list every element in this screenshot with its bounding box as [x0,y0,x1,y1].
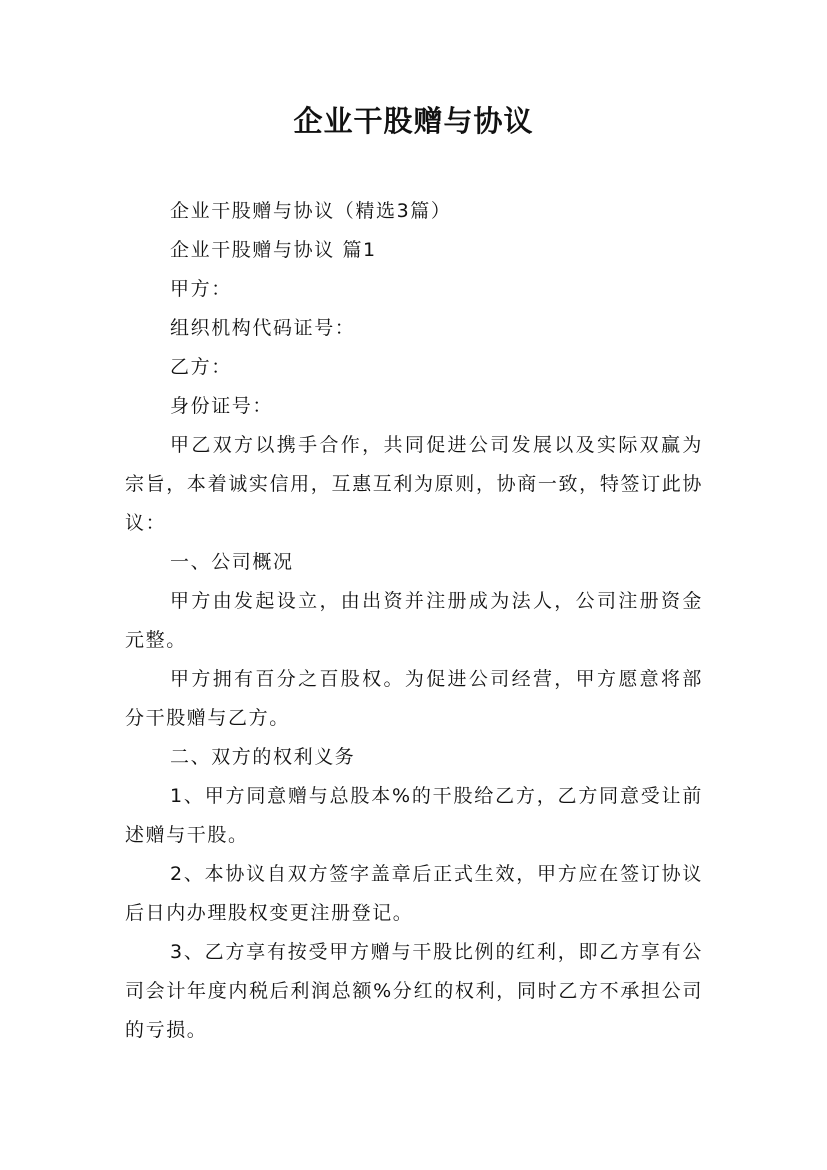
paragraph-clause-2: 2、本协议自双方签字盖章后正式生效，甲方应在签订协议后日内办理股权变更注册登记。 [125,863,703,924]
paragraph-preamble: 甲乙双方以携手合作，共同促进公司发展以及实际双赢为宗旨，本着诚实信用，互惠互利为原则，协商一致，特签订此协议： [125,434,703,534]
paragraph-equity-ownership: 甲方拥有百分之百股权。为促进公司经营，甲方愿意将部分干股赠与乙方。 [125,668,703,729]
paragraph-section-1-heading: 一、公司概况 [170,551,294,573]
document-title: 企业干股赠与协议 [293,104,534,138]
paragraph-clause-3: 3、乙方享有按受甲方赠与干股比例的红利，即乙方享有公司会计年度内税后利润总额%分红的权利，同时乙方不承担公司的亏损。 [125,941,703,1041]
paragraph-id-number: 身份证号： [170,395,274,417]
document-body [125,192,703,1050]
paragraph-party-a: 甲方： [170,278,232,300]
paragraph-article-heading: 企业干股赠与协议 篇1 [170,239,377,261]
paragraph-subtitle: 企业干股赠与协议（精选3篇） [170,200,452,222]
paragraph-org-code: 组织机构代码证号： [170,317,356,339]
paragraph-clause-1: 1、甲方同意赠与总股本%的干股给乙方，乙方同意受让前述赠与干股。 [125,785,703,846]
paragraph-company-founding: 甲方由发起设立，由出资并注册成为法人，公司注册资金元整。 [125,590,703,651]
paragraph-section-2-heading: 二、双方的权利义务 [170,746,356,768]
paragraph-party-b: 乙方： [170,356,232,378]
